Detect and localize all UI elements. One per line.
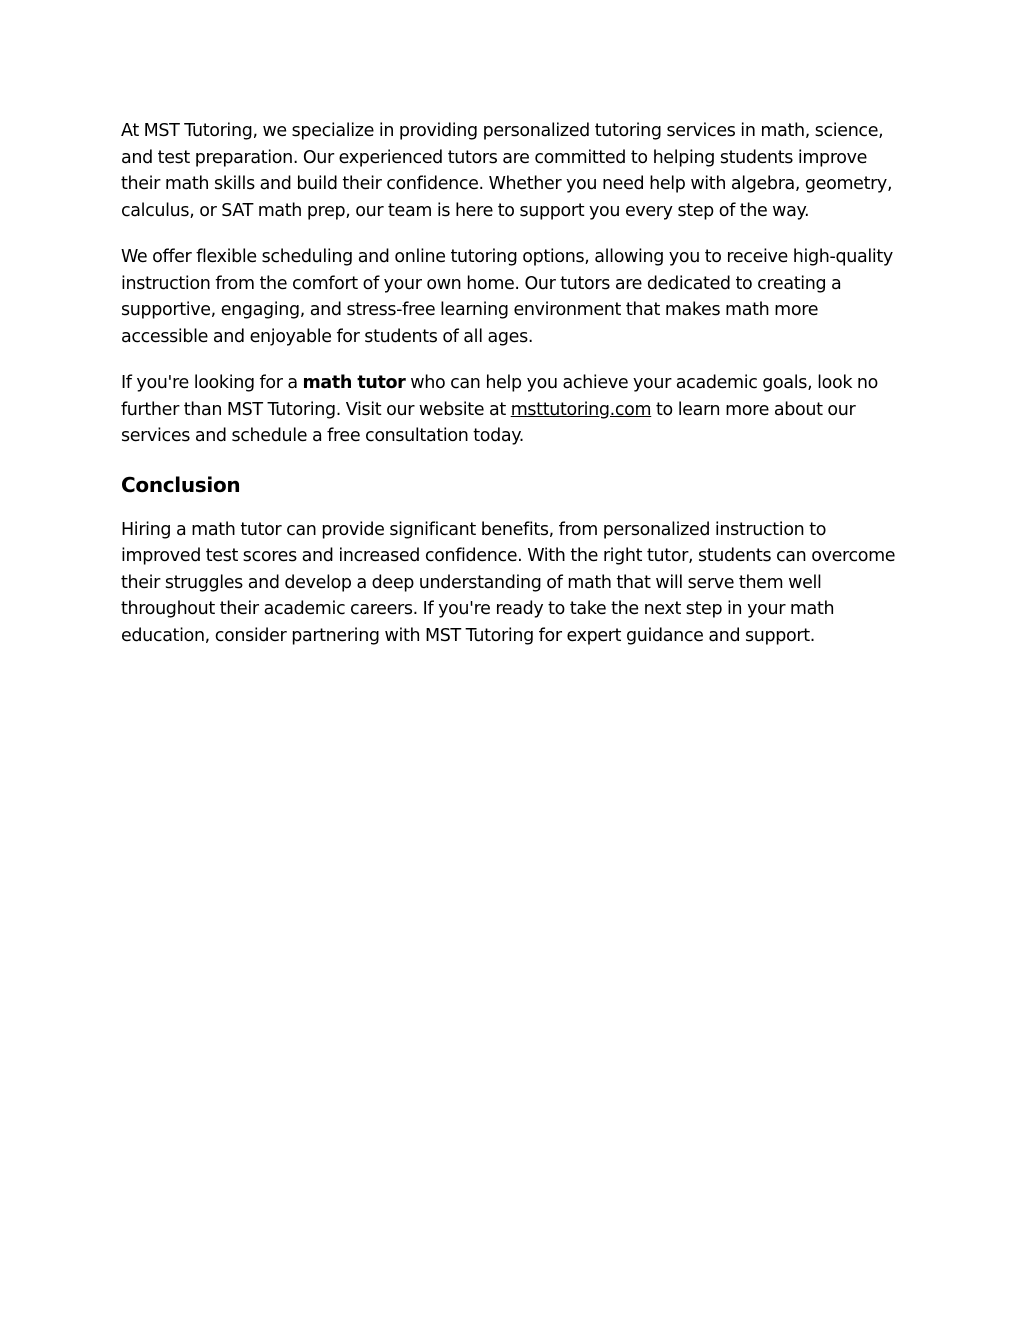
intro-paragraph: At MST Tutoring, we specialize in providing personalized tutoring services in math, science, and test preparation. Our experienced tutors are committed to helping students improve their math skills and build their confidence. Whether you need help with algebra, geometry, calculus, or SAT math prep, our team is here to support you every step of the way. xyxy=(121,121,893,221)
conclusion-heading: Conclusion xyxy=(121,472,241,497)
cta-text-middle: who can help you achieve your academic goals, look no further than MST Tutoring. Visit our website at xyxy=(121,373,879,420)
cta-text-end: to learn more about our services and schedule a free consultation today. xyxy=(121,399,856,446)
math-tutor-bold: math tutor xyxy=(302,373,406,393)
scheduling-paragraph: We offer flexible scheduling and online tutoring options, allowing you to receive high-quality instruction from the comfort of your own home. Our tutors are dedicated to creating a supportive, engaging, and stress-free learning environment that makes math more accessible and enjoyable for students of all ages. xyxy=(121,247,893,347)
call-to-action-paragraph xyxy=(121,370,906,450)
document-page xyxy=(121,118,906,669)
website-link[interactable]: msttutoring.com xyxy=(510,399,652,420)
cta-text-start: If you're looking for a xyxy=(121,373,303,393)
conclusion-paragraph: Hiring a math tutor can provide significant benefits, from personalized instruction to improved test scores and increased confidence. With the right tutor, students can overcome their struggles and develop a deep understanding of math that will serve them well throughout their academic careers. If you're ready to take the next step in your math education, consider partnering with MST Tutoring for expert guidance and support. xyxy=(121,519,896,646)
